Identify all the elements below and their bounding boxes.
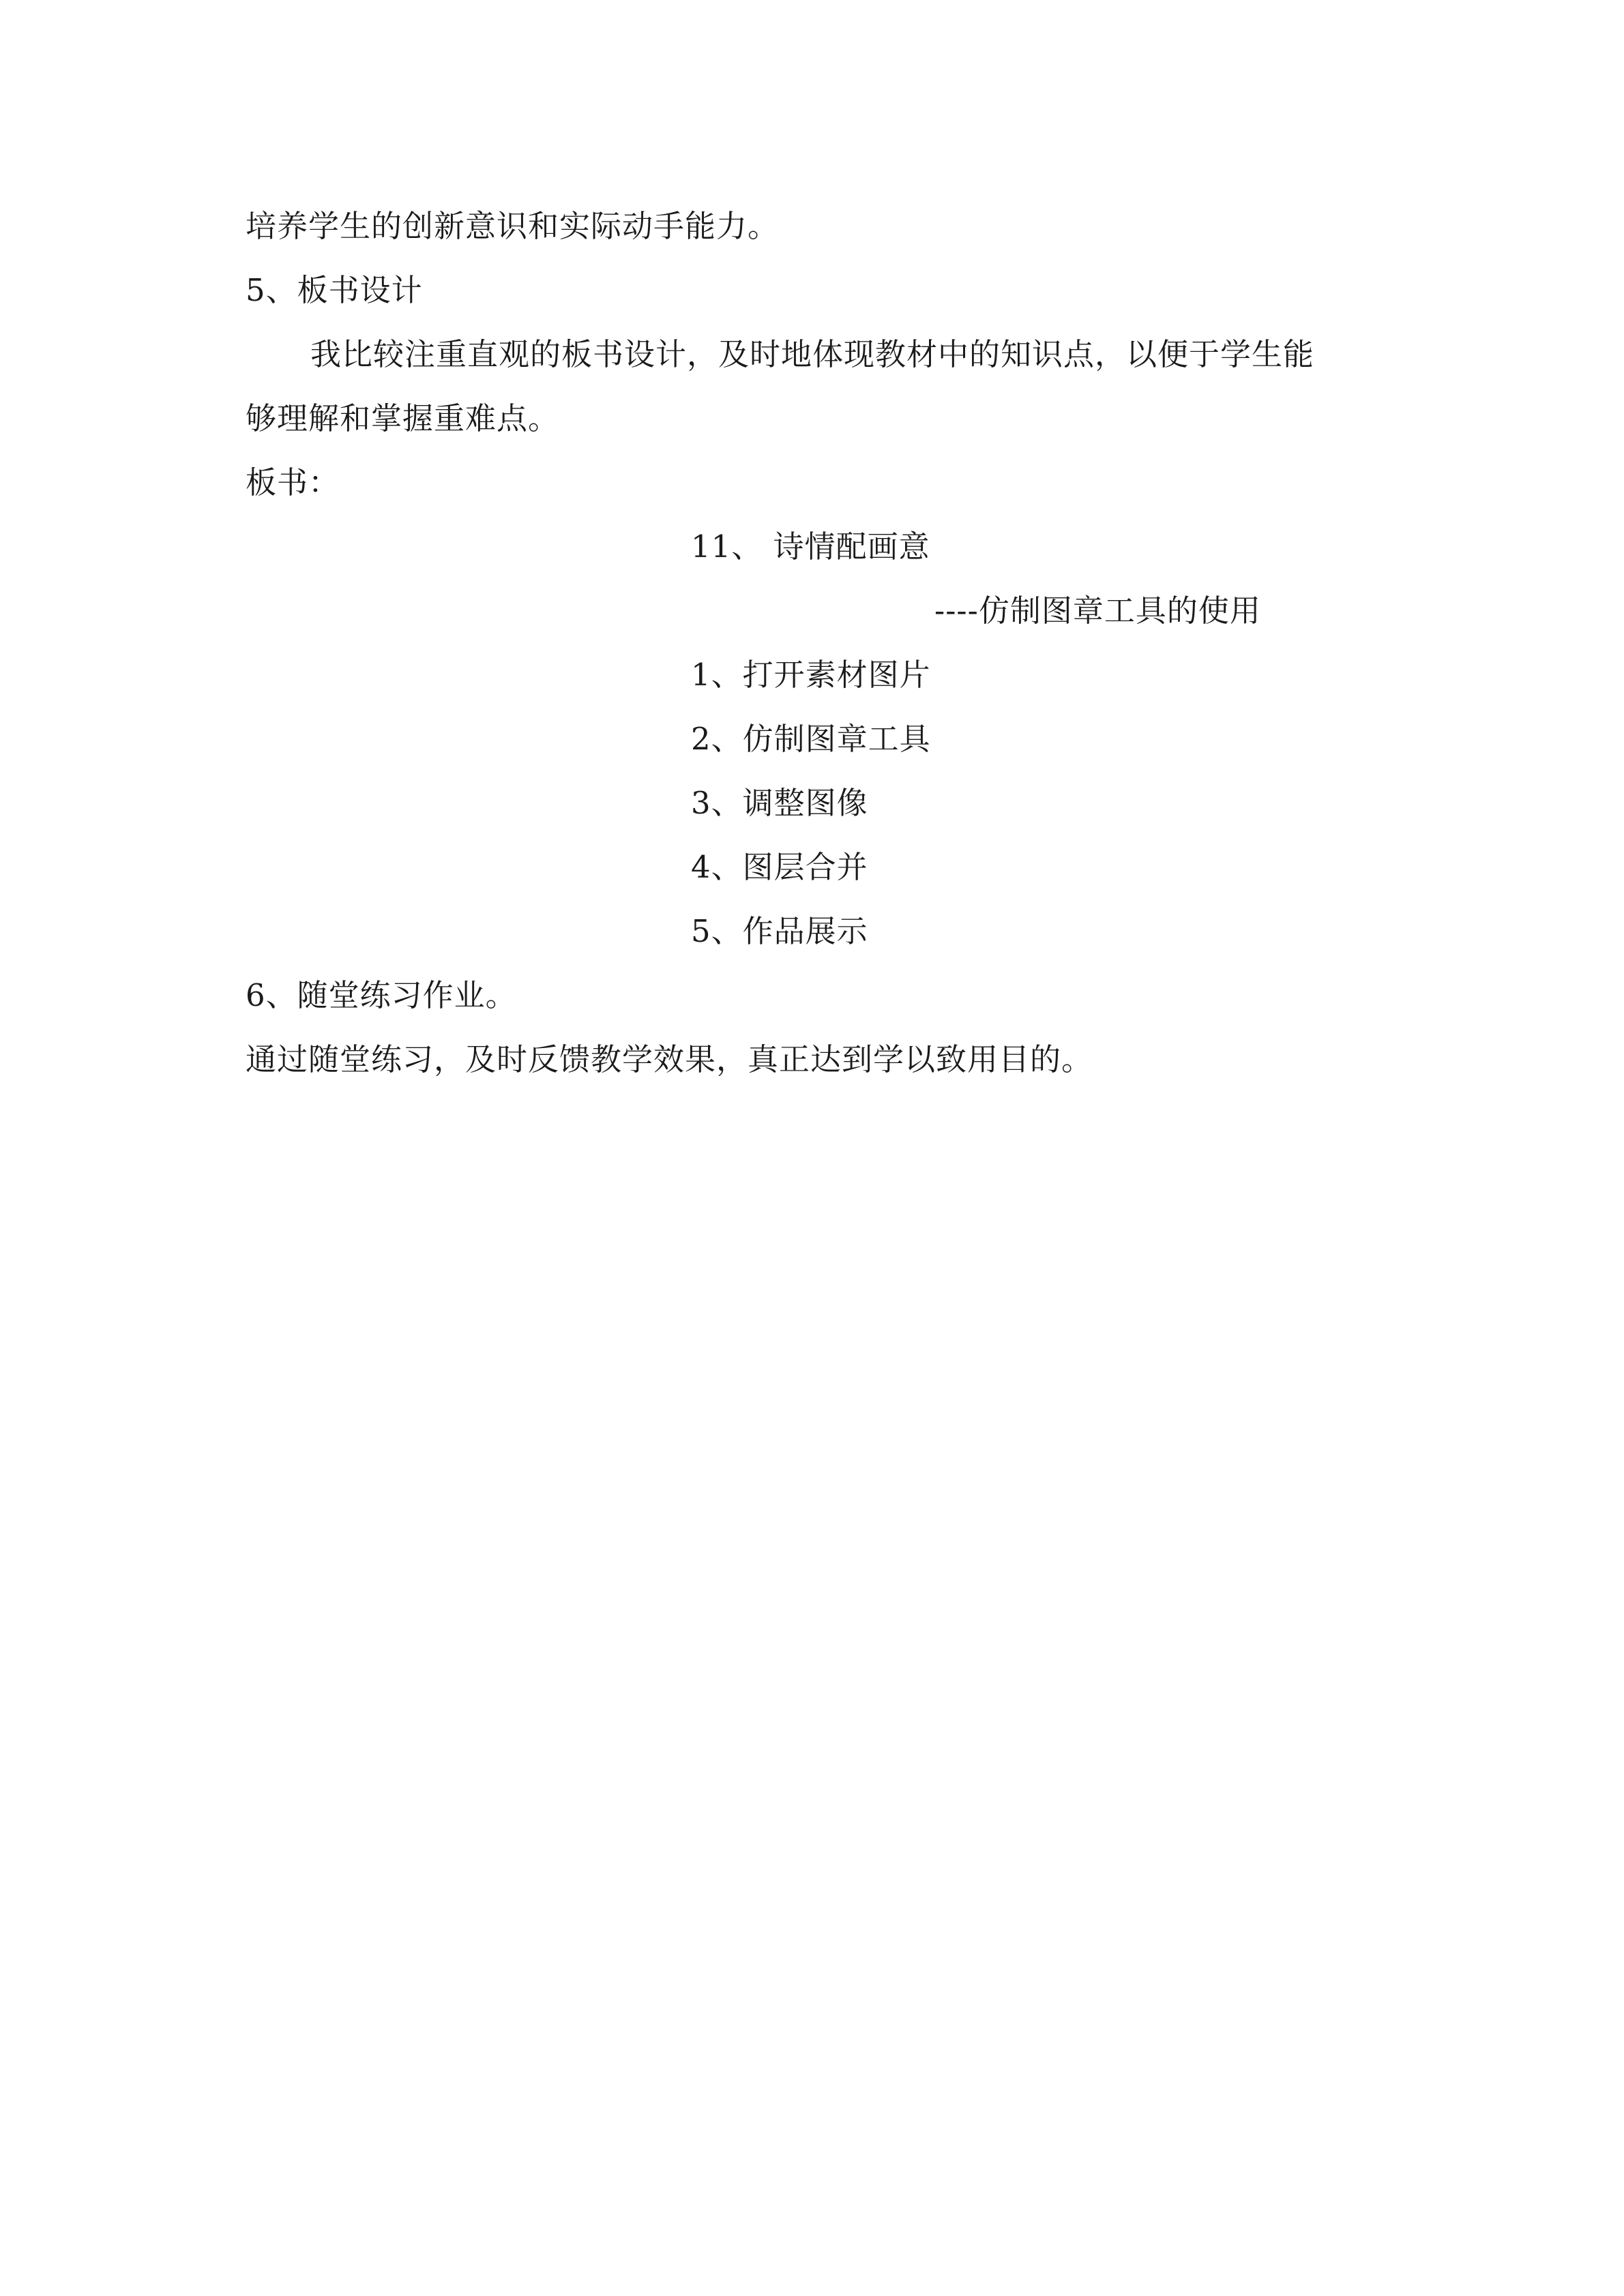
board-step-5: 5、作品展示 (691, 913, 868, 949)
section-5-heading: 5、板书设计 (246, 272, 423, 308)
section-5-body-line-1: 我比较注重直观的板书设计，及时地体现教材中的知识点，以便于学生能 (310, 336, 1315, 372)
board-title: 11、 诗情配画意 (691, 528, 930, 565)
board-step-1: 1、打开素材图片 (691, 657, 931, 693)
board-label: 板书： (246, 464, 340, 501)
paragraph-ability: 培养学生的创新意识和实际动手能力。 (246, 208, 780, 244)
section-6-heading: 6、随堂练习作业。 (246, 977, 517, 1013)
board-step-3: 3、调整图像 (691, 785, 868, 821)
section-6-body: 通过随堂练习，及时反馈教学效果，真正达到学以致用目的。 (246, 1041, 1093, 1077)
board-step-4: 4、图层合并 (691, 849, 868, 885)
board-subtitle: ----仿制图章工具的使用 (934, 593, 1261, 629)
board-step-2: 2、仿制图章工具 (691, 721, 931, 757)
section-5-body-line-2: 够理解和掌握重难点。 (246, 400, 560, 436)
